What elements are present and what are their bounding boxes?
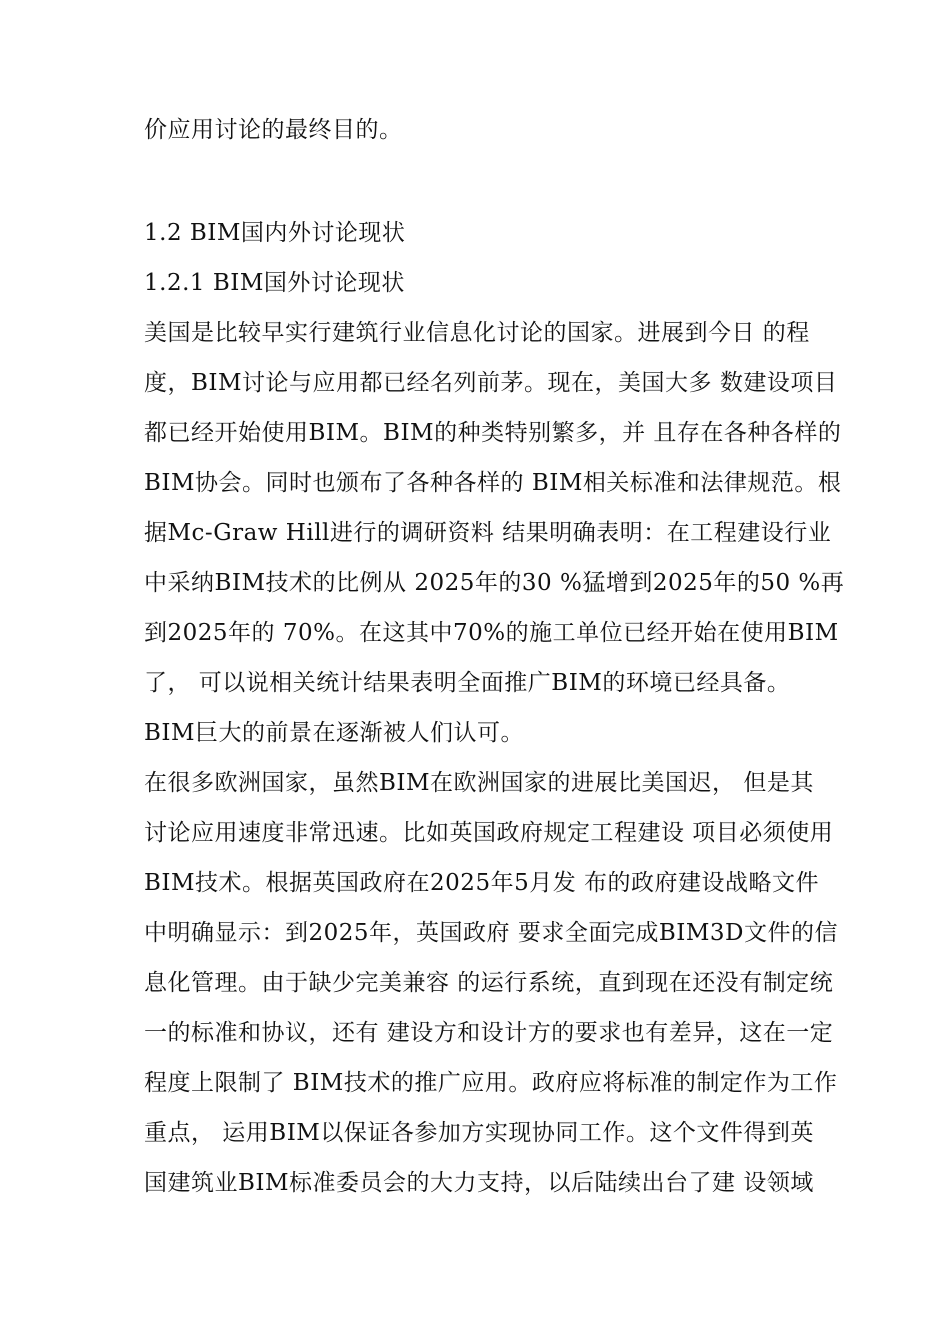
paragraph-line: BIM协会。同时也颁布了各种各样的 BIM相关标准和法律规范。根 [144, 470, 842, 496]
paragraph-line: 美国是比较早实行建筑行业信息化讨论的国家。进展到今日 的程 [144, 320, 810, 346]
intro-text-line: 价应用讨论的最终目的。 [144, 117, 403, 143]
paragraph-line: 程度上限制了 BIM技术的推广应用。政府应将标准的制定作为工作 [144, 1070, 838, 1096]
paragraph-line: 在很多欧洲国家，虽然BIM在欧洲国家的进展比美国迟， 但是其 [144, 770, 814, 796]
paragraph-line: 讨论应用速度非常迅速。比如英国政府规定工程建设 项目必须使用 [144, 820, 834, 846]
paragraph-line: 了， 可以说相关统计结果表明全面推广BIM的环境已经具备。 [144, 670, 791, 696]
paragraph-line: 度，BIM讨论与应用都已经名列前茅。现在，美国大多 数建设项目 [144, 370, 838, 396]
paragraph-line: BIM巨大的前景在逐渐被人们认可。 [144, 720, 525, 746]
paragraph-line: 到2025年的 70%。在这其中70%的施工单位已经开始在使用BIM [144, 620, 839, 646]
subsection-heading: 1.2.1 BIM国外讨论现状 [144, 270, 405, 296]
paragraph-line: 息化管理。由于缺少完美兼容 的运行系统，直到现在还没有制定统 [144, 970, 834, 996]
paragraph-line: BIM技术。根据英国政府在2025年5月发 布的政府建设战略文件 [144, 870, 820, 896]
section-heading: 1.2 BIM国内外讨论现状 [144, 220, 406, 246]
paragraph-line: 据Mc-Graw Hill进行的调研资料 结果明确表明：在工程建设行业 [144, 520, 832, 546]
paragraph-line: 重点， 运用BIM以保证各参加方实现协同工作。这个文件得到英 [144, 1120, 814, 1146]
paragraph-line: 中明确显示：到2025年，英国政府 要求全面完成BIM3D文件的信 [144, 920, 838, 946]
paragraph-line: 都已经开始使用BIM。BIM的种类特别繁多，并 且存在各种各样的 [144, 420, 842, 446]
paragraph-line: 中采纳BIM技术的比例从 2025年的30 %猛增到2025年的50 %再 [144, 570, 845, 596]
paragraph-line: 国建筑业BIM标准委员会的大力支持，以后陆续出台了建 设领域 [144, 1170, 814, 1196]
paragraph-line: 一的标准和协议，还有 建设方和设计方的要求也有差异，这在一定 [144, 1020, 834, 1046]
